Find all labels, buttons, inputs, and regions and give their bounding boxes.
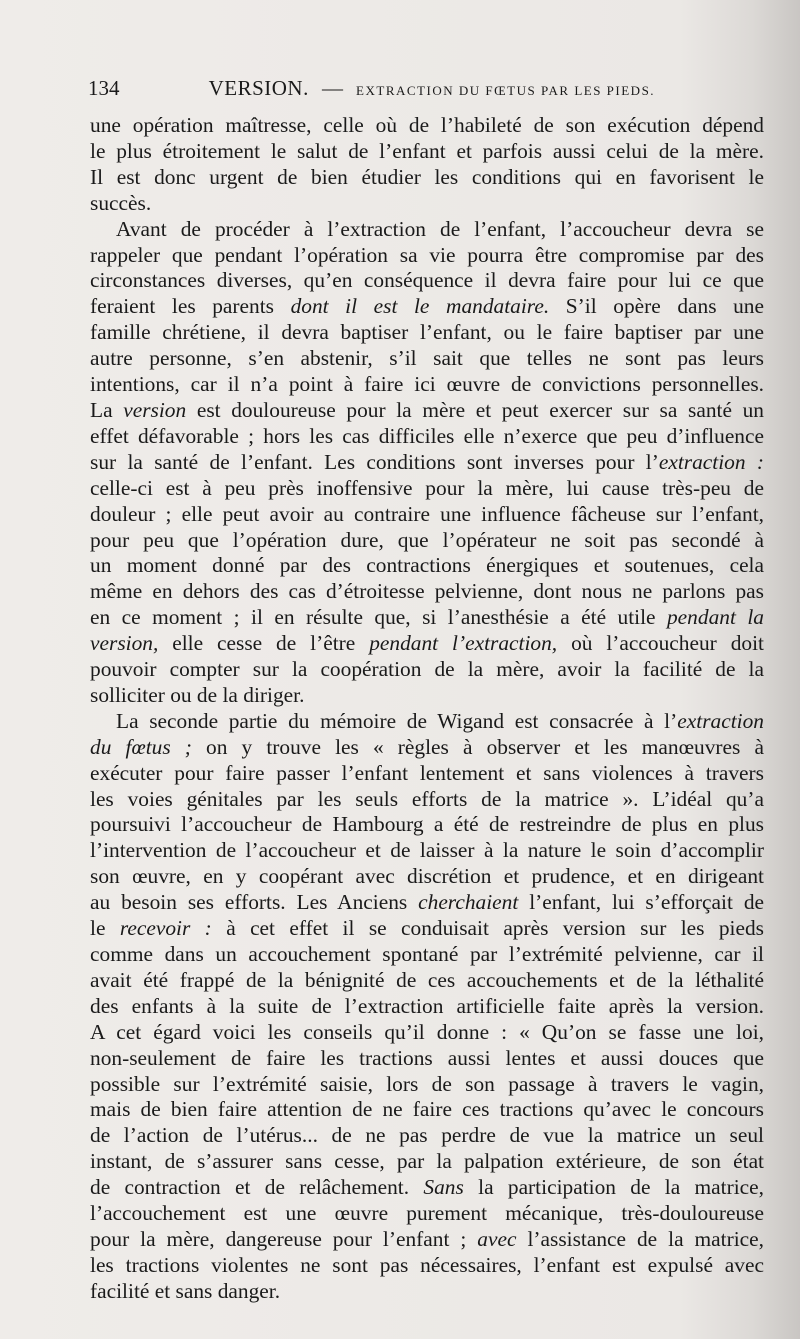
- text-run: poursuivi l’accoucheur de Hambourg a été de restreindre de plus en plus: [90, 812, 764, 837]
- text-line: [90, 372, 764, 398]
- text-line: [90, 476, 764, 502]
- text-run: l’intervention de l’accoucheur et de laisser à la nature le soin d’accomplir: [90, 838, 764, 863]
- italic-text: pendant l’extraction,: [369, 631, 558, 656]
- text-line: [90, 812, 764, 838]
- text-run: circonstances diverses, qu’en conséquence il devra faire pour lui ce que: [90, 268, 764, 293]
- text-run: de contraction et de relâchement.: [90, 1175, 424, 1200]
- text-run: Avant de procéder à l’extraction de l’enfant, l’accoucheur devra se: [116, 216, 764, 241]
- text-run: au besoin ses efforts. Les Anciens: [90, 890, 419, 915]
- italic-text: Sans: [423, 1175, 464, 1200]
- italic-text: du fœtus ;: [90, 734, 192, 759]
- text-run: non-seulement de faire les tractions aussi lentes et aussi douces que: [90, 1045, 764, 1070]
- text-run: pour la mère, dangereuse pour l’enfant ;: [90, 1226, 478, 1251]
- text-line: [90, 890, 764, 916]
- section-title: EXTRACTION DU FŒTUS PAR LES PIEDS.: [356, 83, 656, 98]
- text-run: à cet effet il se conduisait après version sur les pieds: [211, 916, 764, 941]
- text-line: [90, 113, 764, 139]
- text-run: un moment donné par des contractions énergiques et soutenues, cela: [90, 553, 764, 578]
- text-line: [90, 1072, 764, 1098]
- text-run: solliciter ou de la diriger.: [90, 682, 305, 707]
- text-run: des enfants à la suite de l’extraction artificielle faite après la version.: [90, 993, 764, 1018]
- text-run: La: [90, 397, 124, 422]
- text-line: [90, 243, 764, 269]
- body-text: [90, 113, 764, 1305]
- text-run: douleur ; elle peut avoir au contraire une influence fâcheuse sur l’enfant,: [90, 501, 764, 526]
- text-line: [90, 1253, 764, 1279]
- text-line: [90, 968, 764, 994]
- text-run: les voies génitales par les seuls efforts de la matrice ». L’idéal qu’a: [90, 786, 764, 811]
- text-line: [90, 553, 764, 579]
- text-line: [90, 528, 764, 554]
- italic-text: cherchaient: [418, 890, 519, 915]
- text-line: [90, 1279, 764, 1305]
- italic-text: avec: [477, 1226, 517, 1251]
- italic-text: pendant la: [666, 605, 764, 630]
- text-line: [90, 320, 764, 346]
- text-run: possible sur l’extrémité saisie, lors de son passage à travers le vagin,: [90, 1071, 764, 1096]
- text-run: on y trouve les « règles à observer et les manœuvres à: [191, 734, 764, 759]
- text-line: [90, 217, 764, 243]
- text-run: une opération maîtresse, celle où de l’habileté de son exécution dépend: [90, 113, 764, 137]
- text-line: [90, 191, 764, 217]
- text-line: [90, 916, 764, 942]
- italic-text: version,: [90, 631, 159, 656]
- header-dash: —: [321, 76, 343, 100]
- text-line: [90, 709, 764, 735]
- text-run: La seconde partie du mémoire de Wigand est consacrée à l’: [116, 708, 678, 733]
- text-run: en ce moment ; il en résulte que, si l’anesthésie a été utile: [90, 605, 667, 630]
- text-line: [90, 398, 764, 424]
- text-line: [90, 268, 764, 294]
- text-line: [90, 1201, 764, 1227]
- text-run: comme dans un accouchement spontané par l’extrémité pelvienne, car il: [90, 942, 764, 966]
- text-line: [90, 838, 764, 864]
- text-run: l’assistance de la matrice,: [516, 1226, 765, 1251]
- text-line: [90, 864, 764, 890]
- italic-text: recevoir :: [119, 916, 212, 941]
- italic-text: dont il est le mandataire.: [290, 294, 550, 319]
- text-line: [90, 683, 764, 709]
- text-run: famille chrétiene, il devra baptiser l’enfant, ou le faire baptiser par une: [90, 320, 764, 345]
- text-run: facilité et sans danger.: [90, 1278, 281, 1303]
- text-line: [90, 1046, 764, 1072]
- text-run: exécuter pour faire passer l’enfant lentement et sans violences à travers: [90, 760, 764, 785]
- text-run: mais de bien faire attention de ne faire ces tractions qu’avec le concours: [90, 1097, 764, 1122]
- text-line: [90, 294, 764, 320]
- text-line: [90, 346, 764, 372]
- text-run: effet défavorable ; hors les cas difficiles elle n’exerce que peu d’influence: [90, 423, 764, 448]
- running-header: [88, 76, 768, 106]
- text-run: le: [90, 916, 120, 941]
- text-run: pouvoir compter sur la coopération de la mère, avoir la facilité de la: [90, 657, 764, 682]
- text-line: [90, 942, 764, 968]
- italic-text: version: [123, 397, 187, 422]
- text-run: avait été frappé de la bénignité de ces accouchements et de la léthalité: [90, 967, 764, 992]
- text-run: celle-ci est à peu près inoffensive pour la mère, lui cause très-peu de: [90, 475, 764, 500]
- text-run: son œuvre, en y coopérant avec discrétion et prudence, et en dirigeant: [90, 864, 764, 889]
- text-line: [90, 657, 764, 683]
- text-line: [90, 450, 764, 476]
- text-run: l’enfant, lui s’efforçait de: [518, 890, 765, 915]
- text-line: [90, 1149, 764, 1175]
- text-run: est douloureuse pour la mère et peut exercer sur sa santé un: [186, 397, 764, 422]
- text-line: [90, 424, 764, 450]
- text-run: de l’action de l’utérus... de ne pas perdre de vue la matrice un seul: [90, 1123, 764, 1148]
- text-run: pour peu que l’opération dure, que l’opérateur ne soit pas secondé à: [90, 527, 764, 552]
- text-run: sur la santé de l’enfant. Les conditions sont inverses pour l’: [90, 449, 659, 474]
- text-run: l’accouchement est une œuvre purement mécanique, très-douloureuse: [90, 1201, 764, 1226]
- text-line: [90, 1175, 764, 1201]
- text-line: [90, 1123, 764, 1149]
- text-line: [90, 1020, 764, 1046]
- italic-text: extraction :: [658, 449, 764, 474]
- text-run: succès.: [90, 190, 152, 215]
- italic-text: extraction: [677, 708, 764, 733]
- text-line: [90, 1097, 764, 1123]
- text-run: elle cesse de l’être: [158, 631, 370, 656]
- text-line: [90, 761, 764, 787]
- text-run: où l’accoucheur doit: [557, 631, 764, 656]
- text-run: feraient les parents: [90, 294, 291, 319]
- text-run: intentions, car il n’a point à faire ici œuvre de convictions personnelles.: [90, 372, 764, 397]
- page-number: 134: [88, 76, 120, 100]
- text-run: autre personne, s’en abstenir, s’il sait que telles ne sont pas leurs: [90, 346, 764, 371]
- text-run: A cet égard voici les conseils qu’il donne : « Qu’on se fasse une loi,: [90, 1019, 764, 1044]
- text-run: les tractions violentes ne sont pas nécessaires, l’enfant est expulsé avec: [90, 1252, 764, 1277]
- text-run: même en dehors des cas d’étroitesse pelvienne, dont nous ne parlons pas: [90, 579, 764, 604]
- text-line: [90, 735, 764, 761]
- text-run: Il est donc urgent de bien étudier les conditions qui en favorisent le: [90, 164, 764, 189]
- text-line: [90, 787, 764, 813]
- text-run: S’il opère dans une: [549, 294, 764, 319]
- chapter-title: VERSION.: [208, 76, 309, 100]
- text-line: [90, 1227, 764, 1253]
- text-run: la participation de la matrice,: [463, 1175, 764, 1200]
- text-line: [90, 579, 764, 605]
- text-line: [90, 502, 764, 528]
- text-run: instant, de s’assurer sans cesse, par la palpation extérieure, de son état: [90, 1149, 764, 1174]
- text-line: [90, 994, 764, 1020]
- text-run: rappeler que pendant l’opération sa vie pourra être compromise par des: [90, 242, 764, 267]
- text-run: le plus étroitement le salut de l’enfant et parfois aussi celui de la mère.: [90, 138, 764, 163]
- text-line: [90, 139, 764, 165]
- text-line: [90, 165, 764, 191]
- text-line: [90, 631, 764, 657]
- text-line: [90, 605, 764, 631]
